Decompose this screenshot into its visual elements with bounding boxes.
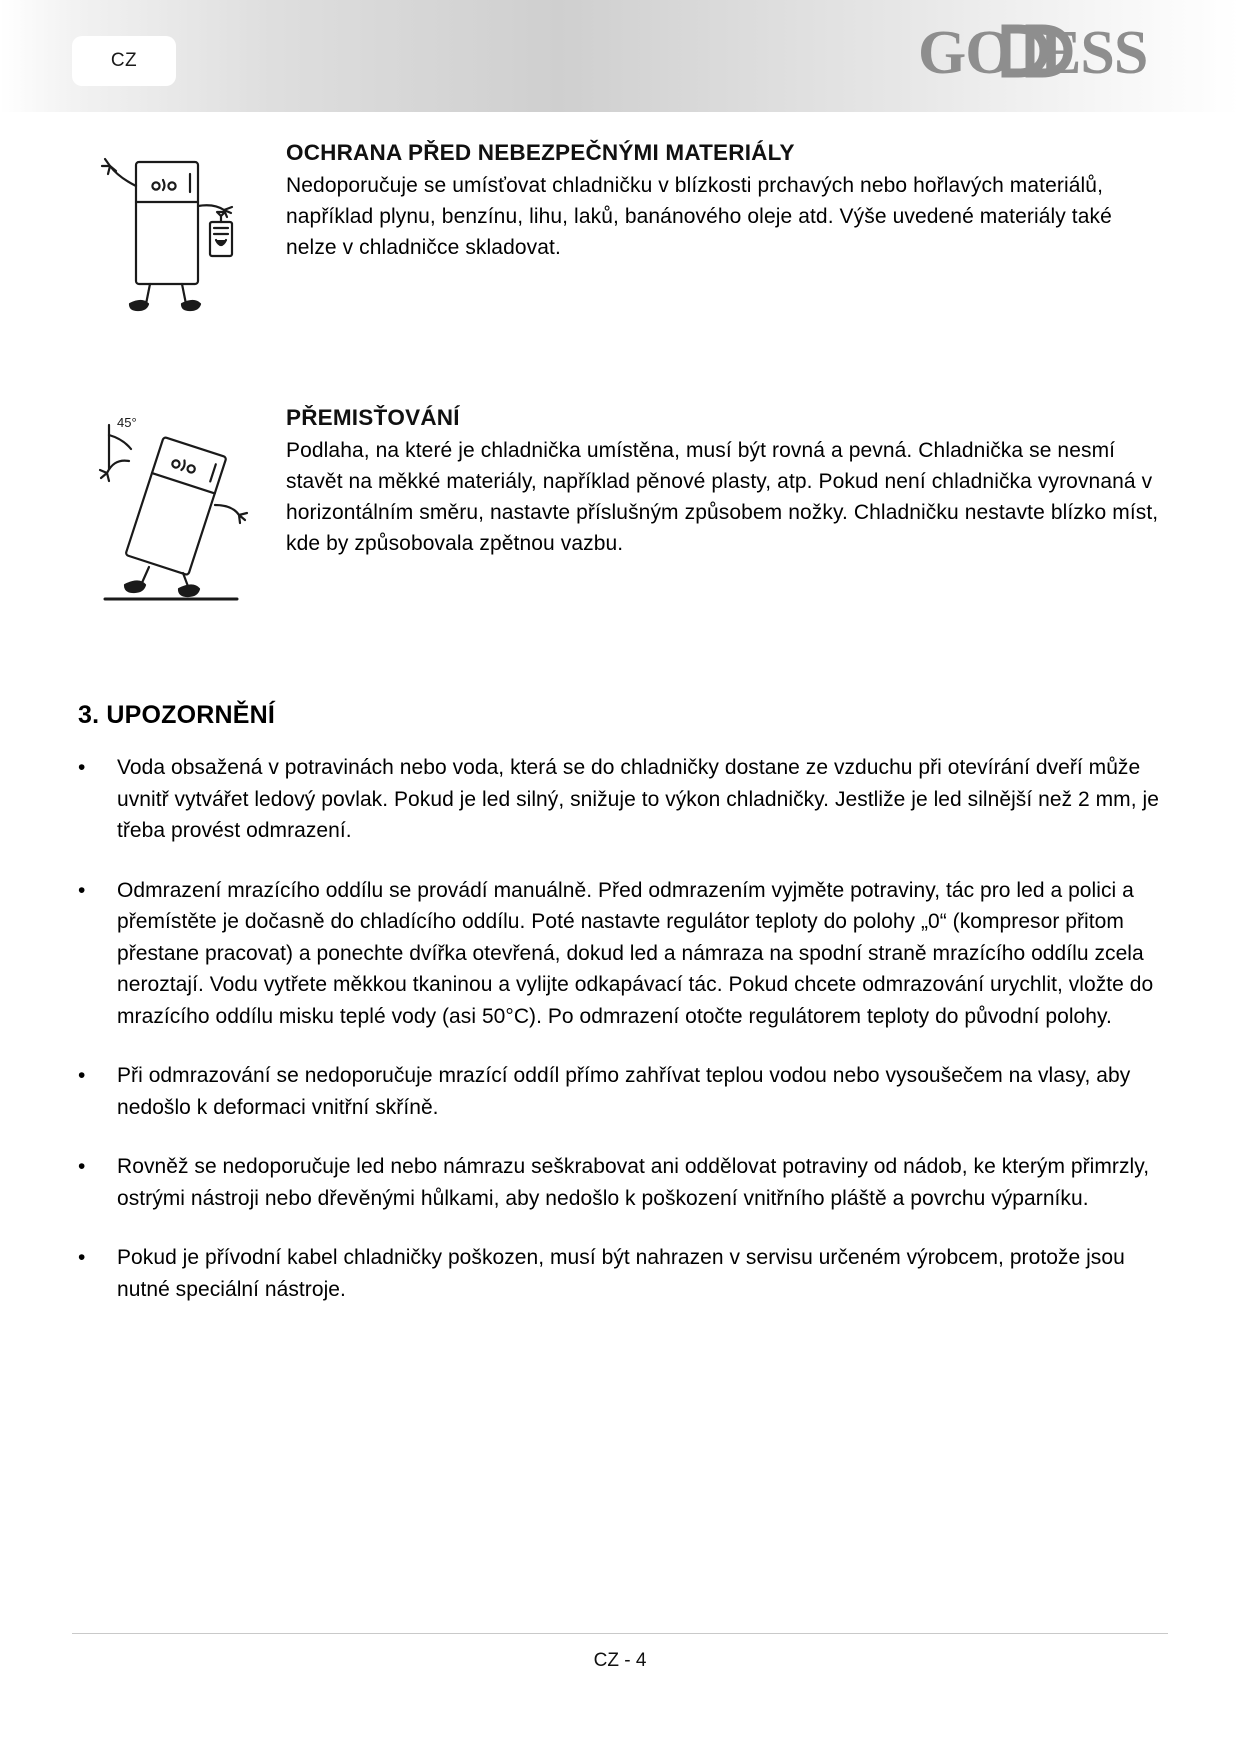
list-item-text: Rovněž se nedoporučuje led nebo námrazu seškrabovat ani oddělovat potraviny od nádob, ke kterým přimrzly, ostrými nástroji nebo dřevěnými hůlkami, aby nedošlo k poškození vnitřního pláště a povrchu výparníku. (117, 1155, 1150, 1210)
angle-label: 45° (117, 415, 137, 430)
list-item-text: Odmrazení mrazícího oddílu se provádí manuálně. Před odmrazením vyjměte potraviny, tác pro led a polici a přemístěte je dočasně do chladícího oddílu. Poté nastavte regulátor teploty do polohy „0“ (kompresor přitom přestane pracovat) a ponechte dvířka otevřená, dokud led a námraza na spodní straně mrazícího oddílu zcela neroztají. Vodu vytřete měkkou tkaninou a vylijte odkapávací tác. Pokud chcete odmrazování urychlit, vložte do mrazícího oddílu misku teplé vody (asi 50°C). Po odmrazení otočte regulátorem teploty do původní polohy. (117, 878, 1154, 1028)
brand-logo (918, 22, 1178, 86)
page-footer (72, 1633, 1168, 1672)
section-moving (72, 405, 1168, 609)
bullet-icon: • (78, 756, 86, 779)
bullet-icon: • (78, 1064, 86, 1087)
fridge-tilt-icon (87, 409, 267, 609)
warning-list (72, 752, 1168, 1305)
section-title: PŘEMISŤOVÁNÍ (286, 405, 460, 430)
svg-text:ESS: ESS (1040, 23, 1148, 85)
list-item (72, 1151, 1168, 1214)
page-number: CZ - 4 (593, 1650, 647, 1671)
bullet-icon: • (78, 1246, 86, 1269)
list-item-text: Při odmrazování se nedoporučuje mrazící oddíl přímo zahřívat teplou vodou nebo vysoušečem na vlasy, aby nedošlo k deformaci vnitřní skříně. (117, 1064, 1131, 1119)
fridge-danger-icon (90, 144, 265, 319)
chapter-heading: 3. UPOZORNĚNÍ (78, 701, 276, 729)
section-dangerous-materials (72, 140, 1168, 319)
language-badge: CZ (72, 36, 176, 86)
goddess-wordmark-icon (918, 23, 1178, 85)
bullet-icon: • (78, 878, 86, 902)
list-item-text: Voda obsažená v potravinách nebo voda, která se do chladničky dostane ze vzduchu při otevírání dveří může uvnitř vytvářet ledový povlak. Pokud je led silný, snižuje to výkon chladničky. Jestliže je led silnější než 2 mm, je třeba provést odmrazení. (117, 756, 1159, 842)
fridge-tilt-illustration (72, 405, 282, 609)
bullet-icon: • (78, 1155, 86, 1178)
page-body (0, 140, 1240, 1305)
list-item-text: Pokud je přívodní kabel chladničky poškozen, musí být nahrazen v servisu určeném výrobcem, protože jsou nutné speciální nástroje. (117, 1246, 1125, 1301)
list-item (72, 752, 1168, 847)
page-header (0, 0, 1240, 112)
svg-text:GO: GO (918, 23, 1013, 85)
section-text: Podlaha, na které je chladnička umístěna, musí být rovná a pevná. Chladnička se nesmí stavět na měkké materiály, například pěnové plasty, atp. Pokud není chladnička vyrovnaná v horizontálním směru, nastavte příslušným způsobem nožky. Chladničku nestavte blízko míst, kde by způsobovala zpětnou vazbu. (286, 439, 1159, 555)
section-body (282, 140, 1168, 263)
list-item (72, 1242, 1168, 1305)
fridge-danger-illustration (72, 140, 282, 319)
section-text: Nedoporučuje se umísťovat chladničku v blízkosti prchavých nebo hořlavých materiálů, například plynu, benzínu, lihu, laků, banánového oleje atd. Výše uvedené materiály také nelze v chladničce skladovat. (286, 174, 1112, 259)
section-body (282, 405, 1168, 559)
list-item (72, 1060, 1168, 1123)
list-item (72, 875, 1168, 1033)
header-inner (0, 0, 1240, 112)
section-title: OCHRANA PŘED NEBEZPEČNÝMI MATERIÁLY (286, 140, 795, 165)
